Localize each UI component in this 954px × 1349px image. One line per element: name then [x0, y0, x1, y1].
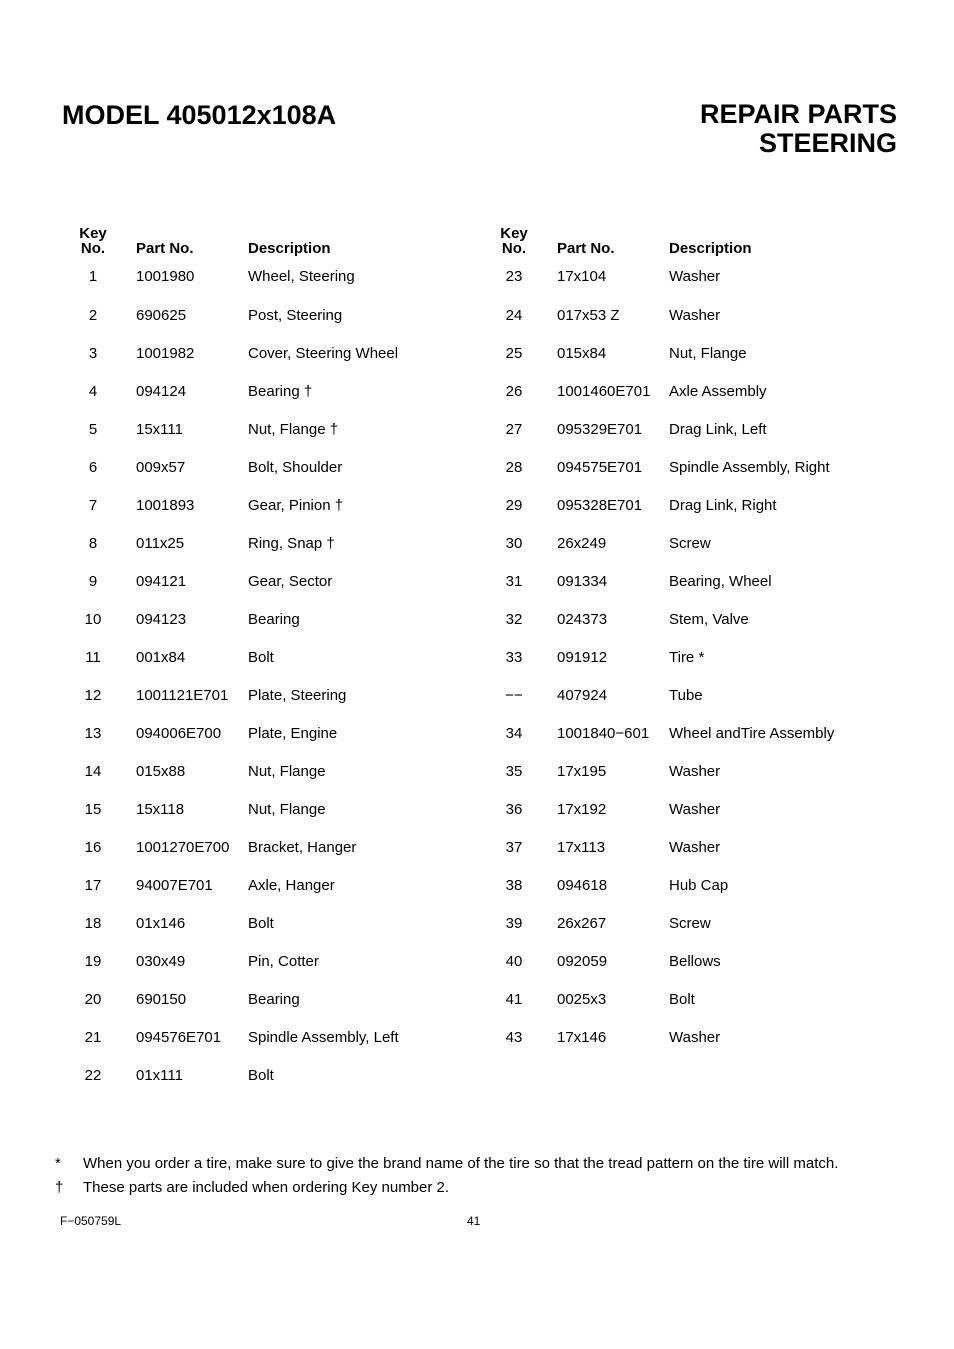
key-no-cell: 1	[88, 267, 98, 285]
part-no-cell: 094123	[136, 610, 187, 628]
parts-table-right	[493, 222, 869, 1057]
description-cell: Bolt	[248, 648, 274, 666]
description-cell: Bearing	[248, 991, 300, 1009]
table-row	[493, 562, 869, 600]
key-no-cell: 39	[505, 915, 523, 933]
description-cell: Nut, Flange	[248, 763, 326, 781]
description-cell: Tube	[669, 686, 703, 704]
key-no-cell: 25	[505, 344, 523, 362]
description-cell: Drag Link, Right	[669, 496, 777, 514]
description-cell: Bolt	[248, 1067, 274, 1085]
key-no-cell: 20	[84, 991, 102, 1009]
description-cell: Cover, Steering Wheel	[248, 344, 399, 362]
table-row	[493, 981, 869, 1019]
part-no-cell: 094618	[557, 877, 608, 895]
table-row	[72, 791, 448, 829]
footnote-symbol: *	[55, 1155, 61, 1172]
table-row	[72, 715, 448, 753]
key-no-cell: 21	[84, 1029, 102, 1047]
key-no-cell: 8	[88, 534, 98, 552]
part-no-cell: 01x111	[136, 1067, 183, 1085]
table-row	[72, 296, 448, 334]
part-no-cell: 1001460E701	[557, 382, 651, 400]
description-cell: Spindle Assembly, Right	[669, 458, 830, 476]
part-no-cell: 15x111	[136, 420, 183, 438]
key-no-cell: 16	[84, 839, 102, 857]
table-row	[493, 410, 869, 448]
part-no-cell: 092059	[557, 953, 608, 971]
section-title	[700, 100, 897, 158]
key-no-cell: 12	[84, 686, 102, 704]
description-cell: Washer	[669, 801, 721, 819]
key-no-cell: 30	[505, 534, 523, 552]
part-no-cell: 1001982	[136, 344, 195, 362]
part-no-cell: 26x267	[557, 915, 607, 933]
key-no-cell: 4	[88, 382, 98, 400]
part-no-cell: 690150	[136, 991, 187, 1009]
parts-table-left-body	[72, 256, 448, 1095]
footnote-symbol: †	[55, 1179, 64, 1196]
key-no-cell: 35	[505, 763, 523, 781]
part-no-cell: 17x195	[557, 763, 607, 781]
table-row	[72, 410, 448, 448]
description-cell: Axle, Hanger	[248, 877, 335, 895]
key-no-cell: 43	[505, 1029, 523, 1047]
footnote-text: These parts are included when ordering Key number 2.	[83, 1179, 450, 1196]
description-cell: Tire *	[669, 648, 705, 666]
table-row	[72, 1057, 448, 1095]
part-no-cell: 017x53 Z	[557, 306, 620, 324]
part-no-header: Part No.	[557, 240, 615, 257]
key-no-cell: 10	[84, 610, 102, 628]
key-no-cell: 36	[505, 801, 523, 819]
table-row	[72, 867, 448, 905]
page-number: 41	[467, 1214, 481, 1228]
part-no-cell: 17x146	[557, 1029, 607, 1047]
part-no-cell: 690625	[136, 306, 187, 324]
description-cell: Washer	[669, 839, 721, 857]
table-row	[493, 296, 869, 334]
table-row	[72, 676, 448, 714]
description-cell: Post, Steering	[248, 306, 343, 324]
footnote-tire	[55, 1152, 838, 1176]
table-row	[72, 1019, 448, 1057]
section-title-line1: REPAIR PARTS	[699, 99, 897, 129]
key-no-cell: 3	[88, 344, 98, 362]
table-row	[72, 256, 448, 296]
table-row	[72, 638, 448, 676]
part-no-cell: 095329E701	[557, 420, 643, 438]
key-no-cell: 11	[85, 648, 101, 666]
table-row	[493, 867, 869, 905]
key-no-cell: 32	[505, 610, 523, 628]
key-no-cell: 29	[505, 496, 523, 514]
description-cell: Spindle Assembly, Left	[248, 1029, 399, 1047]
key-no-cell: 18	[84, 915, 102, 933]
table-row	[493, 676, 869, 714]
description-cell: Gear, Pinion †	[248, 496, 344, 514]
key-no-cell: 26	[505, 382, 523, 400]
part-no-cell: 024373	[557, 610, 608, 628]
table-row	[493, 715, 869, 753]
table-row	[493, 638, 869, 676]
description-header: Description	[248, 240, 331, 257]
key-no-cell: 5	[88, 420, 98, 438]
description-cell: Bearing	[248, 610, 300, 628]
part-no-cell: 095328E701	[557, 496, 643, 514]
table-row	[493, 1019, 869, 1057]
key-no-cell: 22	[84, 1067, 102, 1085]
table-header-row	[72, 222, 448, 256]
key-header-line1: Key	[500, 225, 528, 242]
table-row	[72, 486, 448, 524]
description-cell: Stem, Valve	[669, 610, 749, 628]
table-row	[493, 943, 869, 981]
part-no-cell: 1001270E700	[136, 839, 230, 857]
table-row	[72, 562, 448, 600]
description-cell: Plate, Steering	[248, 686, 347, 704]
table-row	[72, 372, 448, 410]
parts-table-left	[72, 222, 448, 1095]
part-no-cell: 011x25	[136, 534, 185, 552]
section-title-line2: STEERING	[758, 128, 897, 158]
key-no-cell: 33	[505, 648, 523, 666]
description-cell: Bolt	[669, 991, 695, 1009]
key-no-cell: 31	[505, 572, 523, 590]
table-row	[72, 448, 448, 486]
key-no-cell: 34	[505, 725, 523, 743]
part-no-cell: 1001840−601	[557, 725, 650, 743]
table-row	[72, 943, 448, 981]
part-no-cell: 15x118	[136, 801, 185, 819]
table-row	[493, 486, 869, 524]
description-cell: Wheel andTire Assembly	[669, 725, 835, 743]
key-no-cell: 27	[505, 420, 523, 438]
key-no-cell: 40	[505, 953, 523, 971]
table-row	[493, 448, 869, 486]
description-cell: Drag Link, Left	[669, 420, 767, 438]
table-row	[72, 753, 448, 791]
footnotes	[55, 1152, 838, 1200]
part-no-cell: 015x88	[136, 763, 186, 781]
description-cell: Bearing, Wheel	[669, 572, 772, 590]
part-no-cell: 1001121E701	[136, 686, 229, 704]
part-no-cell: 094124	[136, 382, 187, 400]
description-cell: Bracket, Hanger	[248, 839, 357, 857]
description-header: Description	[669, 240, 752, 257]
parts-table-right-body	[493, 256, 869, 1057]
part-no-cell: 094006E700	[136, 725, 222, 743]
key-no-cell: 6	[88, 458, 98, 476]
table-row	[493, 256, 869, 296]
table-row	[72, 829, 448, 867]
part-no-cell: 26x249	[557, 534, 607, 552]
table-header-row	[493, 222, 869, 256]
part-no-cell: 94007E701	[136, 877, 213, 895]
part-no-cell: 17x104	[557, 267, 607, 285]
key-header-line2: No.	[501, 240, 527, 257]
key-no-cell: 17	[84, 877, 102, 895]
description-cell: Ring, Snap †	[248, 534, 335, 552]
description-cell: Bolt	[248, 915, 274, 933]
key-no-cell: 19	[84, 953, 102, 971]
description-cell: Washer	[669, 306, 721, 324]
part-no-cell: 094575E701	[557, 458, 643, 476]
part-no-cell: 17x113	[557, 839, 606, 857]
description-cell: Plate, Engine	[248, 725, 338, 743]
document-code: F−050759L	[60, 1214, 122, 1228]
part-no-cell: 091912	[557, 648, 608, 666]
table-row	[493, 905, 869, 943]
description-cell: Nut, Flange	[669, 344, 747, 362]
key-no-cell: 37	[505, 839, 523, 857]
key-header-line2: No.	[80, 240, 106, 257]
table-row	[493, 753, 869, 791]
part-no-cell: 407924	[557, 686, 608, 704]
key-no-cell: 9	[88, 572, 98, 590]
model-title: MODEL 405012x108A	[62, 100, 337, 130]
part-no-cell: 001x84	[136, 648, 186, 666]
table-row	[72, 600, 448, 638]
part-no-cell: 17x192	[557, 801, 607, 819]
description-cell: Wheel, Steering	[248, 267, 355, 285]
key-no-cell: 13	[84, 725, 102, 743]
description-cell: Washer	[669, 267, 721, 285]
key-no-cell: 38	[505, 877, 523, 895]
part-no-cell: 091334	[557, 572, 608, 590]
table-row	[493, 334, 869, 372]
description-cell: Axle Assembly	[669, 382, 767, 400]
description-cell: Nut, Flange †	[248, 420, 339, 438]
description-cell: Washer	[669, 1029, 721, 1047]
key-no-cell: 15	[84, 801, 102, 819]
key-header-line1: Key	[79, 225, 107, 242]
key-no-cell: −−	[505, 686, 523, 704]
description-cell: Screw	[669, 915, 711, 933]
description-cell: Bolt, Shoulder	[248, 458, 343, 476]
table-row	[72, 981, 448, 1019]
table-row	[72, 334, 448, 372]
part-no-cell: 0025x3	[557, 991, 607, 1009]
key-no-cell: 41	[505, 991, 523, 1009]
description-cell: Screw	[669, 534, 711, 552]
description-cell: Bellows	[669, 953, 721, 971]
key-no-cell: 24	[505, 306, 523, 324]
part-no-header: Part No.	[136, 240, 194, 257]
part-no-cell: 009x57	[136, 458, 186, 476]
part-no-cell: 094121	[136, 572, 187, 590]
table-row	[493, 829, 869, 867]
part-no-cell: 015x84	[557, 344, 607, 362]
description-cell: Bearing †	[248, 382, 313, 400]
key-no-cell: 28	[505, 458, 523, 476]
table-row	[72, 524, 448, 562]
table-row	[72, 905, 448, 943]
description-cell: Hub Cap	[669, 877, 729, 895]
footnote-key2	[55, 1176, 838, 1200]
description-cell: Pin, Cotter	[248, 953, 319, 971]
key-no-header	[493, 222, 535, 256]
table-row	[493, 600, 869, 638]
footnote-text: When you order a tire, make sure to give the brand name of the tire so that the tread pattern on the tire will match.	[83, 1155, 839, 1172]
part-no-cell: 01x146	[136, 915, 186, 933]
description-cell: Gear, Sector	[248, 572, 333, 590]
table-row	[493, 791, 869, 829]
part-no-cell: 1001980	[136, 267, 195, 285]
key-no-cell: 7	[88, 496, 98, 514]
key-no-cell: 14	[84, 763, 102, 781]
part-no-cell: 030x49	[136, 953, 186, 971]
key-no-cell: 23	[505, 267, 523, 285]
table-row	[493, 524, 869, 562]
key-no-header	[72, 222, 114, 256]
key-no-cell: 2	[88, 306, 98, 324]
part-no-cell: 1001893	[136, 496, 195, 514]
description-cell: Washer	[669, 763, 721, 781]
table-row	[493, 372, 869, 410]
description-cell: Nut, Flange	[248, 801, 326, 819]
part-no-cell: 094576E701	[136, 1029, 222, 1047]
